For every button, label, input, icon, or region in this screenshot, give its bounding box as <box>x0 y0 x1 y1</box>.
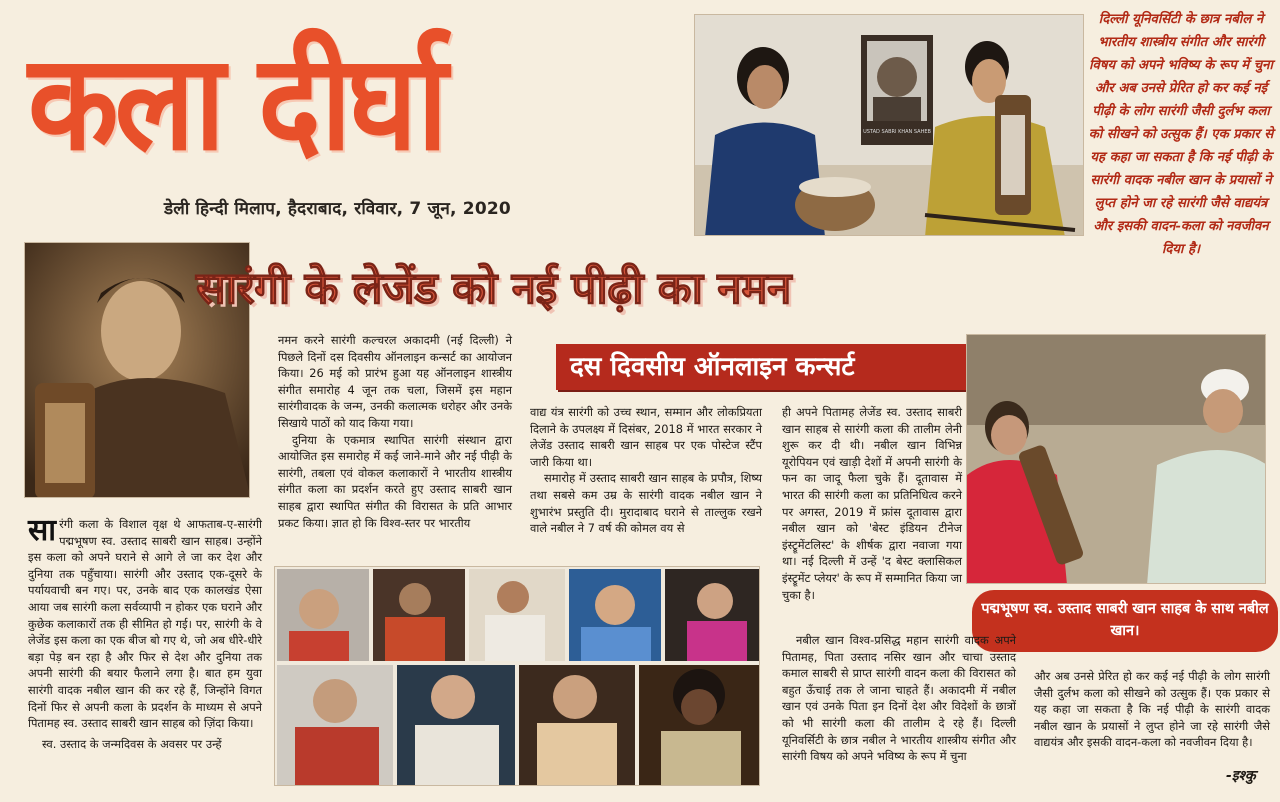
column-4b <box>782 632 1016 765</box>
masthead-title: कला दीर्घा <box>28 24 444 180</box>
col3-p2: समारोह में उस्ताद साबरी खान साहब के प्रपौत्र, शिष्य तथा सबसे कम उम्र के सारंगी वादक नबील खान ने शुभारंभ प्रस्तुति दी। मुरादाबाद घराने से ताल्लुक रखने वाले नबील ने 7 वर्ष की कोमल वय से <box>530 471 762 536</box>
column-1 <box>28 513 262 752</box>
portrait-sign: USTAD SABRI KHAN SAHEB <box>863 129 931 135</box>
top-photo <box>694 14 1084 236</box>
pull-quote: दिल्ली यूनिवर्सिटी के छात्र नबील ने भारतीय शास्त्रीय संगीत और सारंगी विषय को अपने भविष्य के रूप में चुना और अब उनसे प्रेरित हो कर कई नई पीढ़ी के लोग सारंगी जैसी दुर्लभ कला को सीखने को उत्सुक हैं। एक प्रकार से यह कहा जा सकता है कि नई पीढ़ी के सारंगी वादक नबील खान के प्रयासों ने लुप्त होने जा रहे सारंगी जैसे वाद्ययंत्र और इसकी वादन-कला को नवजीवन दिया है। <box>1088 12 1274 257</box>
column-4 <box>782 404 962 603</box>
col4-p2: नबील खान विश्व-प्रसिद्ध महान सारंगी वादक अपने पितामह, पिता उस्ताद नसिर खान और चाचा उस्ताद कमाल साबरी से प्राप्त सारंगी वादन कला की विरासत को बहुत ऊँचाई तक ले जाना चाहते हैं। अकादमी में नबील खान एवं उनके पिता इन दिनों देश और विदेशों के छात्रों को भी सारंगी कला की तालीम दे रहे हैं। दिल्ली यूनिवर्सिटी के छात्र नबील ने भारतीय शास्त्रीय संगीत और सारंगी विषय को अपने भविष्य के रूप में चुना <box>782 633 1016 764</box>
col4-p1: ही अपने पितामह लेजेंड स्व. उस्ताद साबरी खान साहब से सारंगी कला की तालीम लेनी शुरू कर दी थी। नबील खान विभिन्न यूरोपियन एवं खाड़ी देशों में अपनी सारंगी के फन का जादू फैला चुके हैं। दूतावास में भारत की सारंगी कला का प्रतिनिधित्व करने पर अगस्त, 2019 में फ्रांस दूतावास द्वारा नबील खान को 'बेस्ट इंडियन टीनेज इंस्ट्रूमेंटलिस्ट' के शीर्षक द्वारा नवाजा गया था। नई दिल्ली में उन्हें 'द बेस्ट क्लासिकल इंस्ट्रूमेंट प्लेयर' के रूप में सम्मानित किया जा चुका है। <box>782 405 962 602</box>
col1-tail: स्व. उस्ताद के जन्मदिवस के अवसर पर उन्हें <box>42 736 222 751</box>
author-signature: -इश्कु <box>1226 768 1256 784</box>
dateline: डेली हिन्दी मिलाप, हैदराबाद, रविवार, 7 जून, 2020 <box>164 199 511 219</box>
subhead-banner: दस दिवसीय ऑनलाइन कन्सर्ट <box>556 344 1012 390</box>
artists-collage <box>274 566 760 786</box>
col3-p1: वाद्य यंत्र सारंगी को उच्च स्थान, सम्मान और लोकप्रियता दिलाने के उपलक्ष्य में दिसंबर, 2018 में भारत सरकार ने लेजेंड उस्ताद साबरी खान साहब पर एक पोस्टेज स्टैंप जारी किया था। <box>530 405 762 469</box>
right-photo <box>966 334 1266 584</box>
col2-p2: दुनिया के एकमात्र स्थापित सारंगी संस्थान द्वारा आयोजित इस समारोह में कई जाने-माने और नई पीढ़ी के सारंगी, तबला एवं वोकल कलाकारों ने भारतीय शास्त्रीय संगीत कला का प्रदर्शन करते हुए उस्ताद साबरी खान साहब द्वारा स्थापित संगीत की विरासत के प्रति आभार प्रकट किया। ज्ञात हो कि विश्व-स्तर पर भारतीय <box>278 432 512 530</box>
col5-text: और अब उनसे प्रेरित हो कर कई नई पीढ़ी के लोग सारंगी जैसी दुर्लभ कला को सीखने को उत्सुक हैं। एक प्रकार से यह कहा जा सकता है कि नई पीढ़ी के सारंगी वादक नबील खान के प्रयासों ने लुप्त होने जा रहे सारंगी जैसे वाद्ययंत्र और इसकी वादन-कला को नवजीवन दिया है। <box>1034 669 1270 750</box>
column-5 <box>1034 668 1270 751</box>
column-3 <box>530 404 762 537</box>
col1-text: रंगी कला के विशाल वृक्ष थे आफताब-ए-सारंगी पद्मभूषण स्व. उस्ताद साबरी खान साहब। उन्होंने इस कला को अपने घराने से आगे ले जा कर देश और दुनिया तक पहुँचाया। सारंगी और उस्ताद एक-दूसरे के पर्यायवाची बन गए। पर, उनके बाद एक कालखंड ऐसा आया जब सारंगी कला सर्वव्यापी न होकर एक घराने और कुछेक कलाकारों तक ही सीमित हो गई। पर, सारंगी के वे लेजेंड इस कला का एक बीज बो गए थे, जो अब धीरे-धीरे बड़ा पेड़ बन रहा है और फिर से देश और दुनिया तक अपनी सारंगी की बयार फैलाने लगा है। बात हम युवा सारंगी वादक नबील खान की कर रहे हैं, जिन्होंने विगत दिनों फिर से अपनी कला के प्रदर्शन के माध्यम से अपने पितामह स्व. उस्ताद साबरी खान साहब को ज़िंदा किया। <box>28 517 262 731</box>
photo-caption: पद्मभूषण स्व. उस्ताद साबरी खान साहब के साथ नबील खान। <box>972 590 1278 652</box>
headline: सारंगी के लेजेंड को नई पीढ़ी का नमन <box>196 263 791 314</box>
dropcap: सा <box>28 513 57 548</box>
column-2 <box>278 332 512 531</box>
col2-p1: नमन करने सारंगी कल्चरल अकादमी (नई दिल्ली) ने पिछले दिनों दस दिवसीय ऑनलाइन कन्सर्ट का आयोजन किया। 26 मई को प्रारंभ हुआ यह ऑनलाइन शास्त्रीय संगीत समारोह 4 जून तक चला, जिसमें इस महान सारंगीवादक के जन्म, उनकी कलात्मक धरोहर और उनके सिखाये पाठों को याद किया गया। <box>278 333 512 430</box>
